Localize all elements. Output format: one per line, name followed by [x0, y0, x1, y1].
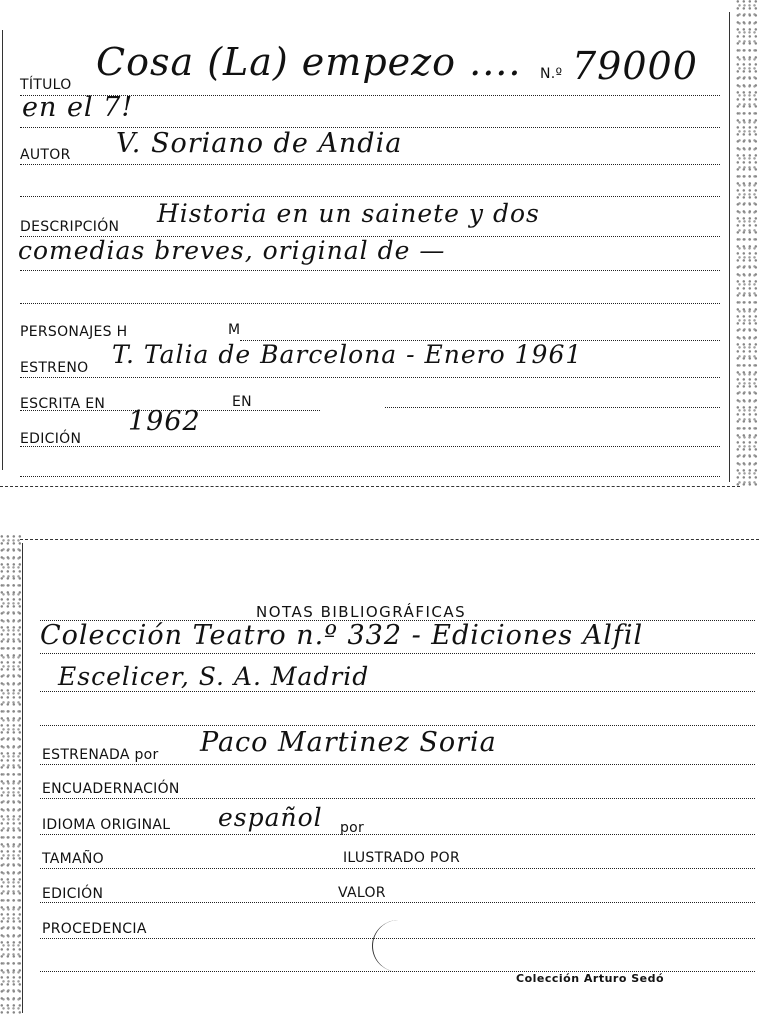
notas-line1: Colección Teatro n.º 332 - Ediciones Alfil: [40, 620, 644, 651]
ilustrado-label: ILUSTRADO POR: [343, 850, 460, 866]
personajes-label: PERSONAJES H: [20, 324, 128, 340]
tamano-rule: [40, 868, 755, 869]
escrita-label: ESCRITA EN: [20, 396, 106, 412]
estreno-label: ESTRENO: [20, 360, 89, 376]
personajes-m-label: M: [228, 322, 241, 338]
estrenada-label: ESTRENADA por: [42, 747, 159, 763]
titulo-line2: en el 7!: [22, 92, 134, 123]
card-left-edge: [2, 30, 3, 470]
descripcion-line1: Historia en un sainete y dos: [157, 199, 540, 228]
stamp-mark: [372, 920, 425, 972]
titulo-value: Cosa (La) empezo ....: [96, 40, 522, 84]
escrita-en-rule: [385, 407, 720, 408]
estreno-value: T. Talia de Barcelona - Enero 1961: [112, 340, 583, 369]
descripcion-line2: comedias breves, original de —: [18, 236, 446, 265]
tamano-label: TAMAÑO: [42, 851, 104, 867]
notas-line2: Escelicer, S. A. Madrid: [58, 662, 370, 691]
notas-rule-1: [40, 653, 755, 654]
notas-rule-3: [40, 725, 755, 726]
autor-rule: [20, 164, 720, 165]
edicion-label: EDICIÓN: [20, 431, 82, 447]
scan-noise-back: [0, 535, 22, 1015]
encuadernacion-rule: [40, 798, 755, 799]
catalog-card-back: [0, 535, 759, 1028]
idioma-por-label: por: [340, 820, 365, 836]
idioma-value: español: [218, 803, 323, 832]
edicion-back-label: EDICIÓN: [42, 886, 104, 902]
descripcion-rule-3: [20, 303, 720, 304]
card-top-edge: [20, 539, 759, 540]
autor-label: AUTOR: [20, 147, 71, 163]
collection-note: Colección Arturo Sedó: [516, 972, 665, 985]
edicion-value: 1962: [128, 406, 201, 437]
titulo-label: TÍTULO: [20, 77, 72, 93]
encuadernacion-label: ENCUADERNACIÓN: [42, 781, 180, 797]
idioma-label: IDIOMA ORIGINAL: [42, 817, 171, 833]
valor-label: VALOR: [338, 885, 386, 901]
estrenada-rule: [40, 764, 755, 765]
card-bottom-edge: [0, 486, 740, 487]
notas-rule-2: [40, 691, 755, 692]
estrenada-value: Paco Martinez Soria: [200, 727, 497, 758]
catalog-card-front: [0, 0, 759, 495]
idioma-rule: [40, 834, 755, 835]
blank-rule: [20, 196, 720, 197]
numero-label: N.º: [540, 66, 563, 82]
escrita-en-label: EN: [232, 394, 252, 410]
estreno-rule: [20, 377, 720, 378]
procedencia-label: PROCEDENCIA: [42, 921, 147, 937]
edicion-back-rule: [40, 902, 755, 903]
scan-noise: [736, 0, 758, 490]
numero-value: 79000: [572, 44, 698, 88]
card-right-edge: [729, 12, 730, 482]
descripcion-rule-2: [20, 270, 720, 271]
edicion-rule: [20, 446, 720, 447]
card-left-edge-back: [22, 543, 23, 1013]
descripcion-label: DESCRIPCIÓN: [20, 219, 120, 235]
blank-rule-bottom: [20, 476, 720, 477]
autor-value: V. Soriano de Andia: [116, 128, 403, 159]
notas-heading: NOTAS BIBLIOGRÁFICAS: [256, 603, 467, 621]
